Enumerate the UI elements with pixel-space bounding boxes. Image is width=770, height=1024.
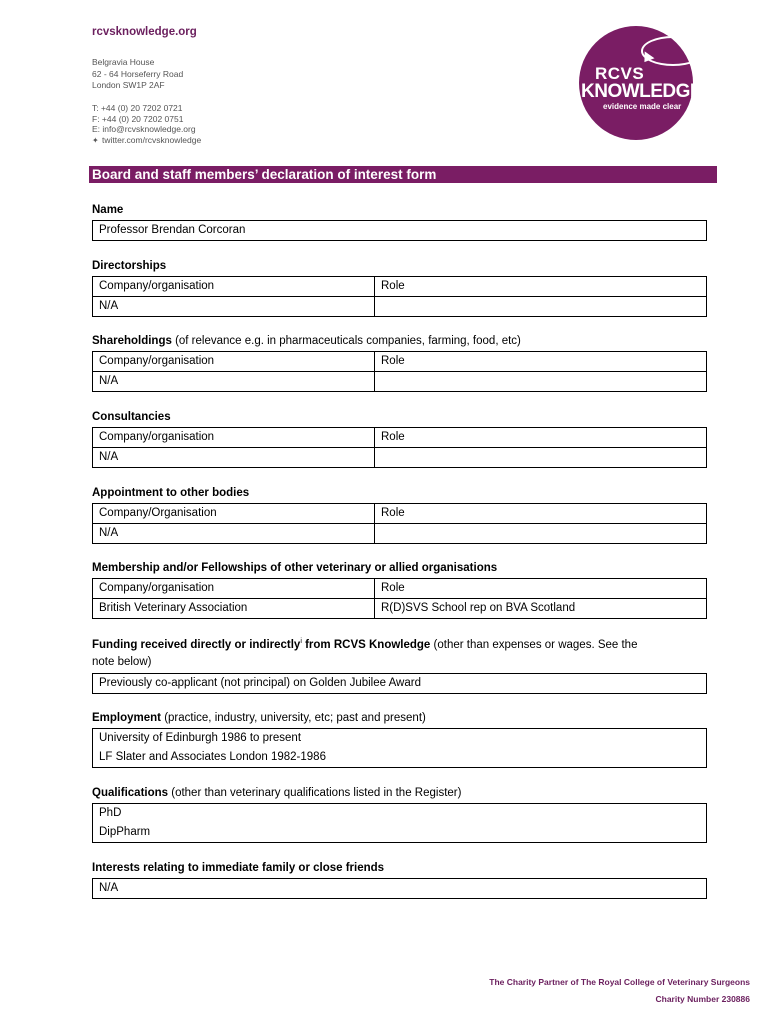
section-heading-funding [92,638,637,651]
table-cell: British Veterinary Association [93,599,375,618]
qualification-line: DipPharm [99,826,151,838]
employment-line: LF Slater and Associates London 1982-1986 [99,751,326,763]
appointments-table [92,503,707,544]
table-cell: N/A [93,372,375,391]
logo-tagline: evidence made clear [603,102,682,111]
heading-text: Membership and/or Fellowships of other veterinary or allied organisations [92,562,498,574]
table-cell: N/A [93,297,375,316]
section-heading-shareholdings [92,335,521,347]
table-cell: N/A [93,524,375,543]
membership-table [92,578,707,619]
interests-value: N/A [99,882,119,894]
table-header-row [93,579,706,598]
section-heading-employment [92,712,426,724]
phone-line: T: +44 (0) 20 7202 0721 [92,103,183,113]
table-header-row [93,352,706,371]
table-row [93,447,706,467]
heading-text: Directorships [92,260,167,272]
footnote-marker: i [300,638,302,645]
shareholdings-table [92,351,707,392]
heading-text: Name [92,204,124,216]
interests-box [92,878,707,899]
fax-line: F: +44 (0) 20 7202 0751 [92,113,184,124]
rcvs-knowledge-logo [579,26,703,140]
heading-text: Consultancies [92,411,171,423]
column-header: Company/organisation [93,428,375,447]
column-header: Role [381,431,405,443]
heading-text: Appointment to other bodies [92,487,250,499]
address-line: 62 - 64 Horseferry Road [92,68,184,79]
table-cell [375,297,706,316]
heading-note-continued: note below) [92,656,152,668]
logo-text-rcvs: RCVS [595,64,645,83]
heading-note: (other than veterinary qualifications listed in the Register) [168,787,462,799]
heading-text: Funding received directly or indirectly [92,638,301,651]
name-value: Professor Brendan Corcoran [99,224,246,236]
twitter-handle: twitter.com/rcvsknowledge [102,134,202,145]
logo-text-knowledge: KNOWLEDGE [581,81,703,102]
column-header: Role [381,355,405,367]
qualifications-box [92,803,707,843]
table-cell: R(D)SVS School rep on BVA Scotland [381,602,576,614]
employment-box [92,728,707,768]
table-row [93,296,706,316]
qualification-line: PhD [99,807,122,819]
section-heading-directorships [92,260,166,272]
section-heading-qualifications [92,787,461,799]
directorships-table [92,276,707,317]
website-url: rcvsknowledge.org [92,26,197,38]
section-heading-consultancies [92,411,171,423]
column-header: Company/organisation [93,579,375,598]
consultancies-table [92,427,707,468]
heading-text: from RCVS Knowledge [301,638,431,651]
contact-details [92,103,201,146]
address-line: London SW1P 2AF [92,80,165,90]
employment-line: University of Edinburgh 1986 to present [99,732,302,744]
twitter-icon: ✦ [92,135,99,145]
form-title: Board and staff members’ declaration of interest form [89,166,717,183]
charity-partner-text: The Charity Partner of The Royal College of Veterinary Surgeons [489,977,750,987]
heading-text: Qualifications [92,787,169,799]
section-heading-name [92,204,123,216]
section-heading-appointments [92,487,249,499]
section-heading-membership [92,562,497,574]
table-row [93,371,706,391]
heading-text: Shareholdings [92,335,172,347]
table-cell [375,448,706,467]
section-heading-interests [92,862,384,874]
column-header: Company/organisation [93,277,375,296]
table-row [93,598,706,618]
name-box [92,220,707,241]
postal-address [92,57,183,92]
twitter-line [92,135,201,147]
table-cell [375,524,706,543]
table-header-row [93,428,706,447]
table-row [93,523,706,543]
heading-text: Interests relating to immediate family or close friends [92,862,385,874]
column-header: Role [381,582,405,594]
table-header-row [93,504,706,523]
column-header: Company/Organisation [93,504,375,523]
email-line: E: info@rcvsknowledge.org [92,124,196,134]
table-cell [375,372,706,391]
column-header: Role [381,280,405,292]
heading-text: Employment [92,712,162,724]
address-line: Belgravia House [92,57,155,67]
column-header: Role [381,507,405,519]
heading-note: (other than expenses or wages. See the [430,638,638,651]
column-header: Company/organisation [93,352,375,371]
heading-note: (of relevance e.g. in pharmaceuticals companies, farming, food, etc) [171,335,521,347]
funding-box [92,673,707,694]
heading-note: (practice, industry, university, etc; past and present) [161,712,426,724]
funding-value: Previously co-applicant (not principal) on Golden Jubilee Award [99,677,421,689]
charity-number: Charity Number 230886 [655,994,750,1004]
table-header-row [93,277,706,296]
table-cell: N/A [93,448,375,467]
